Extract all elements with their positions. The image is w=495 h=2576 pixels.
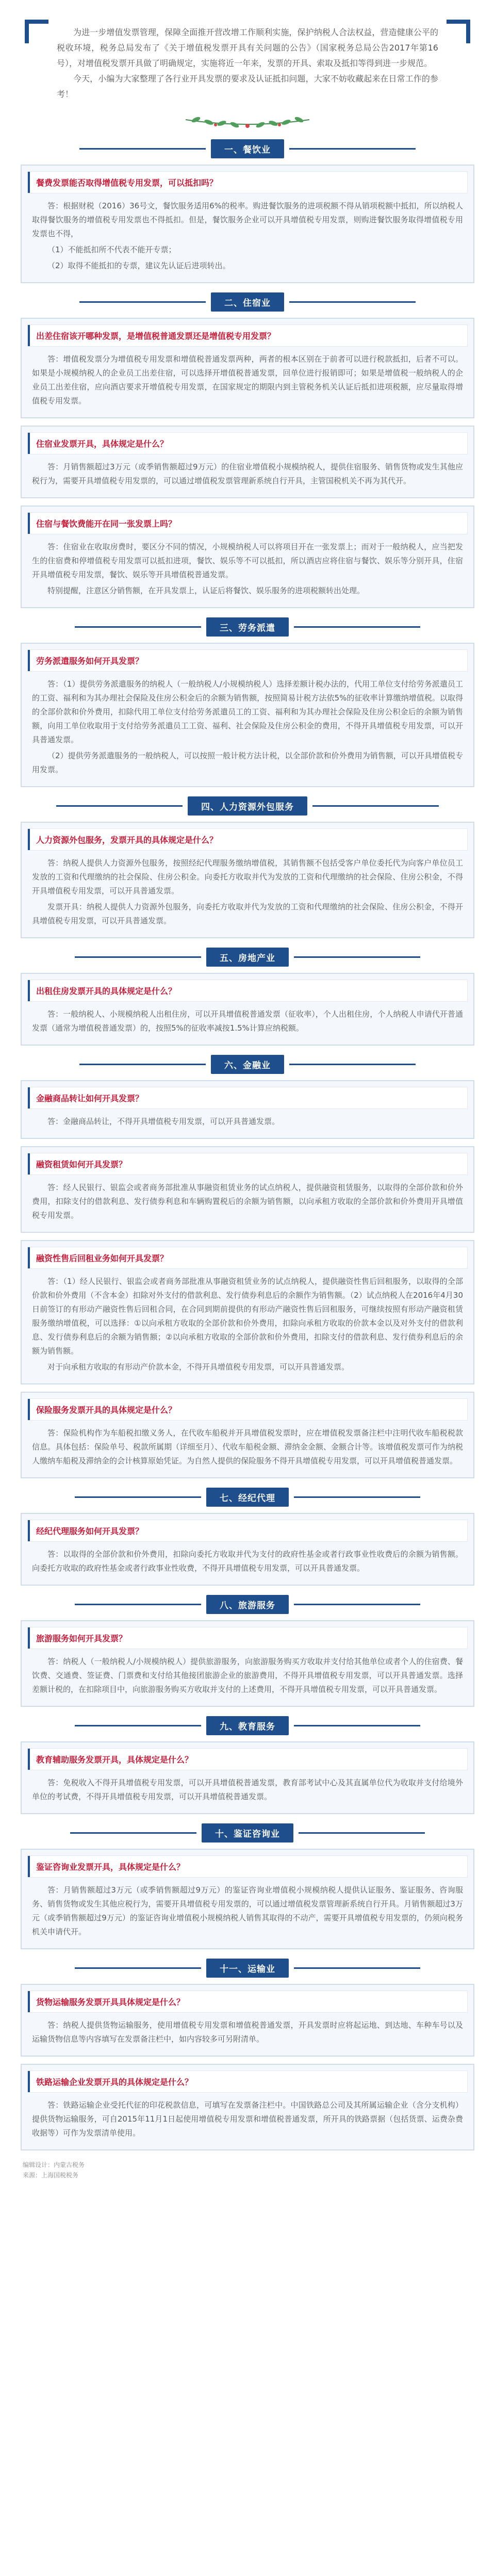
answer-paragraph: 答：金融商品转让，不得开具增值税专用发票，可以开具普通发票。 xyxy=(47,1117,280,1126)
divider xyxy=(75,1725,201,1726)
article-footer xyxy=(21,2160,474,2180)
qa-card xyxy=(21,1984,474,2057)
answer-body xyxy=(22,1770,473,1813)
divider xyxy=(70,1832,196,1834)
intro-paragraph-1: 为进一步增值发票管理，保障全面推开营改增工作顺利实施，保护纳税人合法权益，营造健康公平的税收环境，税务总局发布了《关于增值税发票开具有关问题的公告》（国家税务总局公告2017年第16号），对增值税发票开具做了明确规定，实施将近一年来，发票的开具、索取及抵扣等得到进一步规范。 xyxy=(57,27,438,68)
qa-card xyxy=(21,165,474,283)
question-heading: 住宿与餐饮费能开在同一张发票上吗？ xyxy=(28,513,467,534)
answer-body xyxy=(22,1541,473,1585)
divider xyxy=(289,148,416,150)
answer-body xyxy=(22,2092,473,2149)
answer-body xyxy=(22,346,473,417)
section-title: 七、经纪代理 xyxy=(206,1488,289,1507)
divider xyxy=(289,1064,416,1065)
section-banner xyxy=(21,1595,474,1614)
answer-paragraph: 答：纳税人（一般纳税人/小规模纳税人）提供旅游服务，向旅游服务购买方收取并支付给其他单位或者个人的住宿费、餐饮费、交通费、签证费、门票费和支付给其他接团旅游企业的旅游费用，不得开具增值税专用发票，可以开具普通发票。选择差额计税的，在扣除项目中，向旅游服务购买方收取并支付的上述费用，不得开具增值税专用发票，可以开具普通发票。 xyxy=(32,1657,463,1694)
divider xyxy=(294,1604,420,1605)
answer-paragraph: 答：住宿业在收取房费时，要区分不同的情况，小规模纳税人可以将项目开在一张发票上；而对于一般纳税人，应当把发生的住宿费和停增值税专用发票可以抵扣进项，餐饮、娱乐等不可以抵扣，所以酒店应将住宿与餐饮、娱乐等分别开具，住宿开具增值税专用发票，餐饮、娱乐等开具增值税普通发票。 xyxy=(32,542,463,579)
qa-card xyxy=(21,822,474,938)
qa-card xyxy=(21,1240,474,1384)
qa-card xyxy=(21,1513,474,1586)
section-title: 九、教育服务 xyxy=(206,1716,289,1735)
answer-paragraph: （2）取得不能抵扣的专票，建议先认证后进项转出。 xyxy=(47,261,230,270)
qa-card xyxy=(21,1146,474,1233)
answer-body xyxy=(22,1877,473,1948)
answer-body xyxy=(22,671,473,786)
answer-paragraph: 答：（1）提供劳务派遣服务的纳税人（一般纳税人/小规模纳税人）选择差额计税办法的，代用工单位支付给劳务派遣员工的工资、福利和为其办理社会保险及住房公积金后的余额为销售额，按照简易计税方法依5%的征收率计算缴纳增值税。以取得的全部价款和价外费用，扣除代用工单位支付给劳务派遣员工的工资、福利和为其办理社会保险及住房公积金后的余额为销售额，向用工单位收取用于支付给劳务派遣员工工资、福利、社会保险及住房公积金的费用，不得开具增值税专用发票，可以开具普通发票。 xyxy=(32,679,463,744)
section-title: 二、住宿业 xyxy=(211,292,284,312)
question-heading: 人力资源外包服务，发票开具的具体规定是什么？ xyxy=(28,829,467,850)
divider xyxy=(75,626,201,628)
section-title: 五、房地产业 xyxy=(206,948,289,967)
answer-paragraph: 对于向承租方收取的有形动产价款本金，不得开具增值税专用发票，可以开具普通发票。 xyxy=(47,1362,350,1372)
answer-paragraph: 特别提醒，注意区分销售额，在开具发票上，认证后将餐饮、娱乐服务的进项税额转出处理。 xyxy=(47,586,365,595)
section-banner xyxy=(21,1488,474,1507)
qa-card xyxy=(21,2064,474,2150)
intro-paragraph-2: 今天，小编为大家整理了各行业开具发票的要求及认证抵扣问题，大家不妨收藏起来在日常工作的参考！ xyxy=(57,74,438,99)
answer-paragraph: 答：（1）经人民银行、银监会或者商务部批准从事融资租赁业务的试点纳税人，提供融资性售后回租服务，以取得的全部价款和价外费用（不含本金）扣除对外支付的借款利息、发行债券利息后的余额作为销售额。（2）试点纳税人在2016年4月30日前签订的有形动产融资性售后回租合同，在合同到期前提供的有形动产融资性售后回租服务，可继续按照有形动产融资租赁服务缴纳增值税，可以选择：①以向承租方收取的全部价款和价外费用，扣除向承租方收取的价款本金以及对外支付的借款利息、发行债券利息后的余额为销售额；②以向承租方收取的全部价款和价外费用，扣除支付的借款利息、发行债券利息后的余额为销售额。 xyxy=(32,1277,463,1356)
answer-body xyxy=(22,1649,473,1706)
question-heading: 餐费发票能否取得增值税专用发票，可以抵扣吗？ xyxy=(28,172,467,193)
source-credit: 来源：上海国税税务 xyxy=(23,2172,79,2179)
question-heading: 教育辅助服务发票开具，具体规定是什么？ xyxy=(28,1749,467,1770)
divider xyxy=(75,1496,201,1498)
divider xyxy=(75,1967,201,1969)
divider xyxy=(79,148,206,150)
answer-body xyxy=(22,1108,473,1138)
intro-box xyxy=(21,15,474,130)
qa-card xyxy=(21,1392,474,1478)
corner-decoration-left xyxy=(25,20,48,43)
question-heading: 旅游服务如何开具发票？ xyxy=(28,1627,467,1649)
section-title: 一、餐饮业 xyxy=(211,139,284,158)
section-title: 三、劳务派遣 xyxy=(206,617,289,637)
qa-card xyxy=(21,973,474,1046)
question-heading: 劳务派遣服务如何开具发票？ xyxy=(28,650,467,671)
answer-paragraph: （1）不能抵扣所不代表不能开专票； xyxy=(47,245,176,254)
question-heading: 住宿业发票开具，具体规定是什么？ xyxy=(28,433,467,454)
answer-paragraph: 答：纳税人提供货物运输服务，使用增值税专用发票和增值税普通发票，开具发票时应将起运地、到达地、车种车号以及运输货物信息等内容填写在发票备注栏中，如内容较多可另附清单。 xyxy=(32,2020,463,2044)
answer-paragraph: 答：铁路运输企业受托代征的印花税款信息，可填写在发票备注栏中。中国铁路总公司及其所属运输企业（含分支机构）提供货物运输服务，可自2015年11月1日起使用增值税专用发票和增值税普通发票，所开具的铁路票据（包括货票、运费杂费收据等）可作为发票清单使用。 xyxy=(32,2100,463,2138)
question-heading: 铁路运输企业发票开具的具体规定是什么？ xyxy=(28,2071,467,2092)
question-heading: 融资性售后回租业务如何开具发票？ xyxy=(28,1247,467,1268)
editor-credit: 编辑设计：内蒙古税务 xyxy=(23,2161,85,2169)
divider xyxy=(294,626,420,628)
answer-paragraph: 答：月销售额超过3万元（或季销售额超过9万元）的住宿业增值税小规模纳税人，提供住宿服务、销售货物或发生其他应税行为，需要开具增值税专用发票的，可以通过增值税发票管理新系统自行开具，主管国税机关不再为其代开。 xyxy=(32,462,463,485)
qa-card xyxy=(21,318,474,418)
question-heading: 出差住宿该开哪种发票，是增值税普通发票还是增值税专用发票？ xyxy=(28,325,467,346)
qa-card xyxy=(21,506,474,608)
answer-paragraph: 答：增值税发票分为增值税专用发票和增值税普通发票两种，两者的根本区别在于前者可以进行税款抵扣，后者不可以。如果是小规模纳税人的企业员工出差住宿，可以选择开增值税普通发票，回单位进行报销即可；如果是增值税一般纳税人的企业员工出差住宿，应向酒店要求开增值税专用发票，在国家规定的期限内到主管税务机关认证后抵扣进项税额，应尽量取得增值税专用发票。 xyxy=(32,354,463,405)
section-banner xyxy=(21,617,474,637)
answer-paragraph: 答：以取得的全部价款和价外费用，扣除向委托方收取并代为支付的政府性基金或者行政事业性收费后的余额为销售额。向委托方收取的政府性基金或者行政事业性收费，不得开具增值税专用发票，可以开具普通发票。 xyxy=(32,1550,463,1573)
section-banner xyxy=(21,948,474,967)
section-title: 四、人力资源外包服务 xyxy=(188,796,307,816)
answer-paragraph: 答：保险机构作为车船税扣缴义务人，在代收车船税并开具增值税发票时，应在增值税发票备注栏中注明代收车船税税款信息。具体包括：保险单号、税款所属期（详细至月）、代收车船税金额、滞纳金金额、金额合计等。该增值税发票可作为纳税人缴纳车船税及滞纳金的会计核算原始凭证。为自然人提供的保险服务不得开具增值税专用发票，可以开具增值税普通发票。 xyxy=(32,1428,463,1465)
section-banner xyxy=(21,292,474,312)
section-banner xyxy=(21,1716,474,1735)
section-banner xyxy=(21,1959,474,1978)
question-heading: 鉴证咨询业发票开具，具体规定是什么？ xyxy=(28,1856,467,1877)
answer-paragraph: 答：纳税人提供人力资源外包服务，按照经纪代理服务缴纳增值税，其销售额不包括受客户单位委托代为向客户单位员工发放的工资和代理缴纳的社会保险、住房公积金。向委托方收取并代为发放的工资和代理缴纳的社会保险、住房公积金，不得开具增值税专用发票，可以开具普通发票。 xyxy=(32,858,463,895)
section-banner xyxy=(21,1823,474,1843)
question-heading: 经纪代理服务如何开具发票？ xyxy=(28,1520,467,1541)
answer-body xyxy=(22,2012,473,2056)
answer-body xyxy=(22,1175,473,1232)
section-banner xyxy=(21,1055,474,1074)
divider xyxy=(75,1604,201,1605)
divider xyxy=(294,1725,420,1726)
divider xyxy=(294,1496,420,1498)
section-banner xyxy=(21,139,474,158)
divider xyxy=(294,956,420,958)
qa-card xyxy=(21,1741,474,1814)
answer-body xyxy=(22,850,473,937)
leaf-garland-icon xyxy=(180,109,315,130)
answer-paragraph: 答：免税收入不得开具增值税专用发票，可以开具增值税普通发票，教育部考试中心及其直属单位代为收取并支付给境外单位的考试费，不得开具增值税专用发票，可以开具增值税普通发票。 xyxy=(32,1778,463,1801)
divider xyxy=(79,301,206,303)
divider xyxy=(294,1967,420,1969)
section-title: 十、鉴证咨询业 xyxy=(202,1823,293,1843)
answer-body xyxy=(22,454,473,497)
section-title: 六、金融业 xyxy=(211,1055,284,1074)
corner-decoration-right xyxy=(447,20,470,43)
qa-card xyxy=(21,426,474,498)
section-banner xyxy=(21,796,474,816)
divider xyxy=(312,805,439,807)
question-heading: 货物运输服务发票开具具体规定是什么？ xyxy=(28,1991,467,2012)
answer-body xyxy=(22,193,473,282)
answer-paragraph: 答：月销售额超过3万元（或季销售额超过9万元）的鉴证咨询业增值税小规模纳税人提供认证服务、鉴证服务、咨询服务、销售货物或发生其他应税行为，需要开具增值税专用发票的，可以通过增值税发票管理新系统自行开具。月销售额超过3万元（或季销售额超过9万元）的鉴证咨询业增值税小规模纳税人销售其取得的不动产，需要开具增值税专用发票的，仍须向税务机关申请代开。 xyxy=(32,1885,463,1936)
answer-body xyxy=(22,1268,473,1383)
qa-card xyxy=(21,1849,474,1949)
answer-paragraph: 答：根据财税（2016）36号文，餐饮服务适用6%的税率。购进餐饮服务的进项税额不得从销项税额中抵扣，所以纳税人取得餐饮服务的增值税专用发票也不得抵扣。但是，餐饮服务企业可以开具增值税专用发票，则购进餐饮服务取得增值税专用发票也不得， xyxy=(32,201,463,238)
divider xyxy=(79,1064,206,1065)
divider xyxy=(289,301,416,303)
question-heading: 保险服务发票开具的具体规定是什么？ xyxy=(28,1399,467,1420)
divider xyxy=(299,1832,425,1834)
section-title: 十一、运输业 xyxy=(206,1959,289,1978)
divider xyxy=(75,956,201,958)
answer-paragraph: 答：一般纳税人、小规模纳税人出租住房，可以开具增值税普通发票（征收率），个人出租住房，个人纳税人申请代开普通发票（通常为增值税普通发票）的，按照5%的征收率减按1.5%计算应纳税额。 xyxy=(32,1009,463,1033)
qa-card xyxy=(21,1080,474,1139)
sections-container xyxy=(21,139,474,2150)
question-heading: 出租住房发票开具的具体规定是什么？ xyxy=(28,980,467,1001)
answer-paragraph: （2）提供劳务派遣服务的一般纳税人，可以按照一般计税方法计税，以全部价款和价外费用为销售额，可以开具增值税专用发票。 xyxy=(32,751,463,774)
divider xyxy=(56,805,183,807)
answer-paragraph: 发票开具：纳税人提供人力资源外包服务，向委托方收取并代为发放的工资和代理缴纳的社会保险、住房公积金，不得开具增值税专用发票，可以开具普通发票。 xyxy=(32,902,463,925)
qa-card xyxy=(21,643,474,787)
answer-body xyxy=(22,1420,473,1477)
qa-card xyxy=(21,1620,474,1707)
question-heading: 金融商品转让如何开具发票？ xyxy=(28,1087,467,1108)
answer-paragraph: 答：经人民银行、银监会或者商务部批准从事融资租赁业务的试点纳税人，提供融资租赁服务，以取得的全部价款和价外费用，扣除支付的借款利息、发行债券利息和车辆购置税后的余额为销售额，以向承租方收取的全部价款和价外费用开具增值税专用发票。 xyxy=(32,1183,463,1220)
question-heading: 融资租赁如何开具发票？ xyxy=(28,1153,467,1175)
answer-body xyxy=(22,534,473,607)
answer-body xyxy=(22,1001,473,1045)
section-title: 八、旅游服务 xyxy=(206,1595,289,1614)
